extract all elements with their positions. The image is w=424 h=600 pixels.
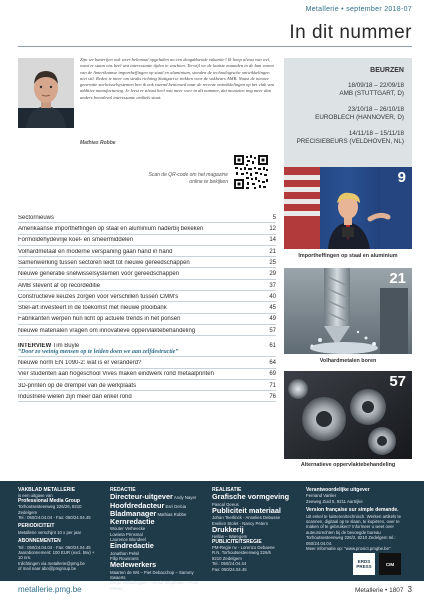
col-line: Laurence Blondeel <box>110 537 146 543</box>
toc-row[interactable] <box>18 257 276 268</box>
toc-page: 21 <box>269 248 276 255</box>
toc-label: 3D-printen op de drempel van de werkplaats <box>18 382 137 389</box>
toc-row[interactable] <box>18 369 276 380</box>
page-title: In dit nummer <box>289 22 412 43</box>
toc-page: 49 <box>269 316 276 323</box>
col-bold: Bladmanager <box>110 508 157 518</box>
toc-row[interactable] <box>18 291 276 302</box>
col-heading: PERIODICITEIT <box>18 523 55 530</box>
col-line: Esri Delcia <box>165 503 187 509</box>
toc-row[interactable] <box>18 246 276 257</box>
toc-label: Nieuwe norm EN 1090-2: wat is er veranderd? <box>18 360 142 367</box>
toc-page: 40 <box>269 293 276 300</box>
col-bold: Medewerkers <box>110 560 157 570</box>
interview-name: Tim Buyle <box>52 342 80 349</box>
fair-dates: 18/09/18 – 22/09/18 <box>347 82 404 89</box>
col-line: Lowieta Prinsmal <box>110 531 143 537</box>
toc-label: Formoldehydevrije koel- en smeermiddelen <box>18 237 134 244</box>
col-line: Professional Media Group <box>18 497 80 504</box>
toc-label: Sectornieuws <box>18 214 55 221</box>
toc-label: Industriële wielen zijn meer dan enkel rond <box>18 393 132 400</box>
toc-row[interactable] <box>18 314 276 325</box>
col-line: of mail naar abo@pmgroup.be <box>18 566 77 572</box>
col-line: Pascal Geeus <box>212 501 239 507</box>
col-line: Tel.: 050/24.04.44 <box>212 561 247 567</box>
col-line: R.N. Torhoutsesteenweg 226/6 <box>212 550 271 556</box>
photo-caption: Importheffingen op staal en aluminium <box>298 253 398 259</box>
editorial-text: Zijn we batterijen ook weer helemaal opgeladen na een deugddoende vakantie? Ik hoop alvast van wel, want er staan ons heel wat interessante tijden te wachten. Terwijl we de laatste maanden in de ban waren van de Amerikaanse importheffingen op staal en aluminium, stonden de technologische ontwikkelingen niet stil. Reden te meer om straks richting Stuttgart te trekken voor de vakbeurs AMB. Naast de nieuwe generatie snelwisselsystemen ben ik ook razend benieuwd naar de recente ontwikkelingen op het vlak van additive manufacturing. Je leest er alvast heel wat meer over in dit nummer, dat mooizien nog meer dan anders boordevol interessante artikels staat. <box>80 57 274 100</box>
col-line: Fax: 050/24.04.45 <box>212 566 247 572</box>
toc-label: Stiel-art investeert in de toekomst met nieuwe plooibank <box>18 305 167 312</box>
col-heading: ABONNEMENTEN <box>18 538 61 545</box>
page-number-badge: 9 <box>397 169 406 186</box>
toc-page: 37 <box>269 282 276 289</box>
col-line: Zeeweg Zuid 5, 8211 Aartrijke <box>306 498 363 504</box>
col-line: Andy Nayer <box>173 495 197 501</box>
col-line: Evelien Stolet - Nancy Peters <box>212 520 268 526</box>
title-divider <box>18 46 412 47</box>
col-bold: Eindredactie <box>110 541 154 551</box>
col-line: Johan Teerlinck - Annelies Debusse <box>212 515 280 521</box>
feature-photo-drills[interactable] <box>284 268 412 354</box>
website-link[interactable]: metallerie.pmg.be <box>18 585 82 594</box>
colophon-col-editorial <box>110 488 206 591</box>
page-info <box>355 585 412 594</box>
toc-page: 12 <box>269 226 276 233</box>
toc-row[interactable] <box>18 357 276 368</box>
toc-page: 57 <box>269 327 276 334</box>
colophon-col-production <box>212 488 298 572</box>
toc-page: 69 <box>269 371 276 378</box>
col-bold: Hoofdredacteur <box>110 500 165 510</box>
feature-photo-surface[interactable] <box>284 371 412 459</box>
toc-row[interactable] <box>18 325 276 336</box>
toc-page: 5 <box>272 214 276 221</box>
photo-caption: Alternatieve oppervlaktebehandeling <box>300 462 396 468</box>
col-line: Inlichtingen via metallerie@pmg.be <box>18 560 85 566</box>
toc-row[interactable] <box>18 223 276 234</box>
issue-label: Metallerie • 1807 <box>355 587 404 594</box>
col-line: 8210 Zedelgem <box>212 555 242 561</box>
fair-name: AMB (STUTTGART, D) <box>339 90 404 97</box>
fair-dates: 14/11/18 – 15/11/18 <box>348 130 404 137</box>
toc-page: 61 <box>269 342 276 349</box>
toc-label: AMB stevent af op recordeditie <box>18 282 101 289</box>
erds-press-logo-icon: ERDS PRESS <box>353 553 375 575</box>
col-bold: Drukkerij <box>212 525 244 535</box>
col-line: Uit enkel te luisteren/technisch. Werken artikels te scannen, digitaal op te slaan, te kopiëren, over te maken of te gebruiken? Informeer u weet over auteursrechten bij de bevoegde bureau Torhoutsesteenweg 226/2, 8210 Zedelgem tel.: 050/24.04.04. <box>306 513 401 546</box>
col-bold: Publiciteit materiaal <box>212 506 281 516</box>
toc-row[interactable] <box>18 268 276 279</box>
page-number: 3 <box>407 585 412 594</box>
toc-row[interactable] <box>18 302 276 313</box>
toc-page: 29 <box>269 271 276 278</box>
col-line: Wouter Verheecke <box>110 526 146 532</box>
fairs-heading: BEURZEN <box>370 67 404 74</box>
col-bold: Kernredactie <box>110 517 155 527</box>
col-line: Jaarabonnement: 100 EUR (excl. btw) + 10 nrs. <box>18 550 95 561</box>
toc-label: Constructieve keuzes zorgen voor verschillen tussen CMM's <box>18 293 179 300</box>
toc-page: 71 <box>269 382 276 389</box>
toc-page: 64 <box>269 360 276 367</box>
toc-row[interactable] <box>18 380 276 391</box>
page-number-badge: 57 <box>389 373 406 390</box>
top-bar <box>0 0 424 20</box>
col-line: Jonathan Pelsil <box>110 550 140 556</box>
col-heading: PUBLICITEITSREGIE <box>212 538 262 545</box>
col-line: Hellas – Waregem <box>212 534 248 540</box>
toc-label: Nieuwe generatie snelwisselsystemen voor gereedschappen <box>18 271 180 278</box>
certification-badges <box>353 553 401 575</box>
col-line: Fernand Vanlier <box>306 493 337 499</box>
col-line: Meer informatie op: "www.prosict.pmgbe.be" <box>306 546 391 552</box>
col-line: Filip Rouvroets <box>110 556 139 562</box>
feature-photo-politics[interactable] <box>284 167 412 249</box>
toc-label: Volhardmetaal en moderne verspaning gaan hand in hand <box>18 248 173 255</box>
toc-page: 45 <box>269 305 276 312</box>
interview-prefix: INTERVIEW <box>18 342 52 349</box>
toc-label: Amerikaanse importheffingen op staal en aluminium naderbij bekeken <box>18 226 204 233</box>
col-bold: Directeur-uitgever <box>110 492 173 502</box>
toc-row[interactable] <box>18 391 276 402</box>
toc-page: 14 <box>269 237 276 244</box>
col-line: Metallerie verschijnt 10 x per jaar <box>18 529 82 535</box>
cim-logo-icon: CIM <box>379 553 401 575</box>
fair-name: EUROBLECH (HANNOVER, D) <box>315 114 404 121</box>
col-line: Torhoutsesteenweg 226/26, 8210 Zedelgem <box>18 504 82 515</box>
toc-label: Fabrikanten werpen hun licht op actuele trends in het ponsen <box>18 316 181 323</box>
toc-row-interview[interactable] <box>18 336 276 357</box>
page-footer <box>0 581 424 600</box>
table-of-contents <box>18 212 276 402</box>
fair-dates: 23/10/18 – 26/10/18 <box>347 106 404 113</box>
col-heading: REALISATIE <box>212 487 242 493</box>
photo-caption: Volhardmetalen boren <box>319 358 377 364</box>
toc-page: 25 <box>269 259 276 266</box>
col-heading: Verantwoordelijke uitgever <box>306 487 370 493</box>
toc-page: 76 <box>269 393 276 400</box>
colophon-col-publisher <box>18 488 100 572</box>
col-line: Maarten de Wit – Piet Debacchop – Sammy Swaerts <box>110 569 194 581</box>
toc-row[interactable] <box>18 235 276 246</box>
col-bold: Grafische vormgeving <box>212 492 290 502</box>
col-heading: Version française sur simple demande. <box>306 507 399 514</box>
issue-meta: Metallerie • september 2018-07 <box>305 6 412 13</box>
editorial-signature: Mathias Robbe <box>80 140 116 146</box>
toc-label: Nieuwe materialen vragen om innovatieve oppervlaktebehandeling <box>18 327 196 334</box>
col-line: Tel.: 050/24.04.04 - Fax: 050/24.04.45 <box>18 515 91 521</box>
toc-label: Vier studenten aan hogeschool Vives maken eindwerk rond metaalprinten <box>18 371 214 378</box>
toc-label: Samenwerking tussen sectoren leidt tot nieuwe gereedschappen <box>18 259 190 266</box>
qr-caption: Scan de QR-code om het magazine online te bekijken <box>148 172 228 185</box>
col-line: PM-Regie nv - Lorenzo Debaene <box>212 545 275 551</box>
col-line: is een uitgave van <box>18 493 53 499</box>
col-heading: REDACTIE <box>110 487 136 493</box>
toc-row[interactable] <box>18 280 276 291</box>
col-line: Mathias Robbe <box>157 511 187 517</box>
col-line: Serge Vandersypen – Kevin Verjoeven – Peter Weber <box>110 580 199 591</box>
col-line: Tel.: 050/24.04.04 - Fax: 050/24.04.45 <box>18 544 91 550</box>
toc-row[interactable] <box>18 212 276 223</box>
qr-code-icon[interactable] <box>233 154 269 190</box>
interview-quote: “Door zo weinig mensen op te leiden doen we aan zelfdestructie” <box>18 348 179 355</box>
editor-portrait <box>18 58 74 128</box>
col-heading: VAKBLAD METALLERIE <box>18 487 76 493</box>
colophon-col-responsible <box>306 488 412 551</box>
page-number-badge: 21 <box>389 270 406 287</box>
fair-name: PRECISIEBEURS (VELDHOVEN, NL) <box>296 138 404 145</box>
